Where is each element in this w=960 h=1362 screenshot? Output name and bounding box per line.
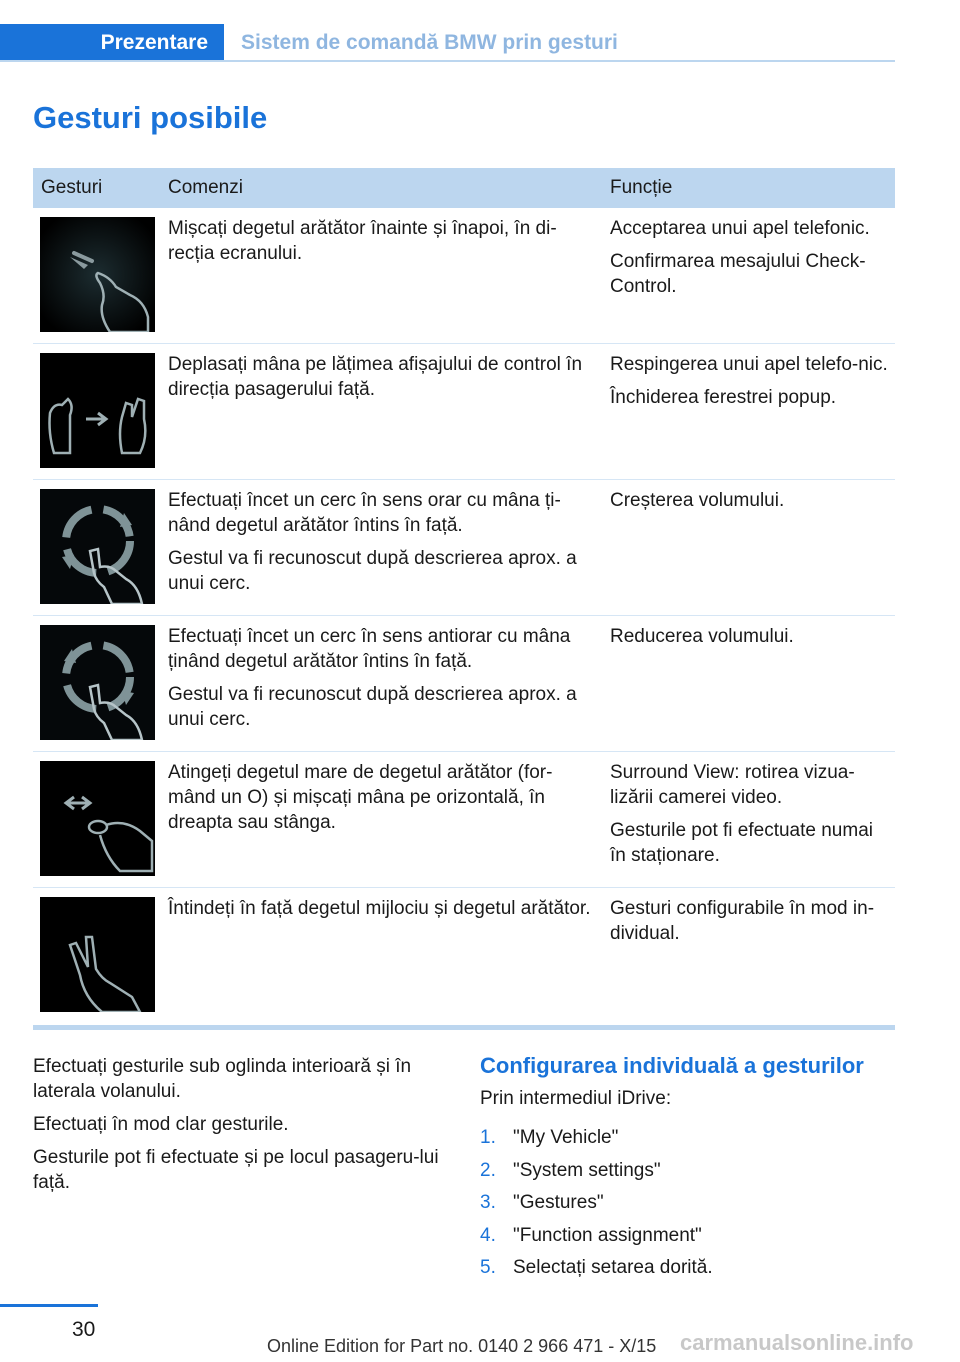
- page-title: Gesturi posibile: [33, 100, 268, 135]
- function-text: Respingerea unui apel telefo-nic.: [610, 354, 888, 375]
- command-text: Întindeți în față degetul mijlociu și degetul arătător.: [168, 898, 591, 919]
- step-number: 5.: [480, 1257, 496, 1278]
- table-row: [33, 480, 895, 616]
- step-text: "System settings": [513, 1159, 661, 1181]
- table-row: [33, 208, 895, 344]
- command-text: Gestul va fi recunoscut după descrierea aprox. a unui cerc.: [168, 684, 577, 730]
- table-row: [33, 888, 895, 1024]
- config-section: [480, 1052, 895, 1288]
- step-text: "My Vehicle": [513, 1127, 619, 1148]
- step-text: Selectați setarea dorită.: [513, 1257, 713, 1278]
- command-text: Efectuați încet un cerc în sens antiorar cu mâna ținând degetul arătător întins în față.: [168, 626, 571, 672]
- page-number: 30: [72, 1318, 96, 1341]
- tab-prezentare-label: Prezentare: [100, 31, 208, 54]
- step-number: 4.: [480, 1224, 496, 1246]
- list-item: [480, 1125, 895, 1158]
- function-text: Confirmarea mesajului Check-Control.: [610, 251, 866, 297]
- col-header-gestures: Gesturi: [41, 177, 103, 198]
- table-bottom-rule: [33, 1025, 895, 1030]
- two-fingers-gesture-icon: [40, 897, 155, 1012]
- footer-accent-bar: [0, 1304, 98, 1307]
- config-title: Configurarea individuală a gesturilor: [480, 1053, 864, 1078]
- note-text: Efectuați în mod clar gesturile.: [33, 1114, 289, 1135]
- step-number: 2.: [480, 1159, 496, 1181]
- gestures-table: [33, 168, 895, 1024]
- step-text: "Gestures": [513, 1192, 604, 1213]
- command-text: Deplasați mâna pe lățimea afișajului de control în direcția pasagerului față.: [168, 354, 583, 400]
- function-text: Surround View: rotirea vizua-lizării camerei video.: [610, 762, 855, 808]
- pinch-swipe-gesture-icon: [40, 761, 155, 876]
- step-text: "Function assignment": [513, 1224, 702, 1246]
- config-steps: [480, 1125, 895, 1288]
- table-row: [33, 752, 895, 888]
- col-header-commands: Comenzi: [168, 177, 243, 198]
- function-text: Închiderea ferestrei popup.: [610, 387, 837, 408]
- notes: [33, 1054, 443, 1203]
- rotate-clockwise-gesture-icon: [40, 489, 155, 604]
- col-header-function: Funcție: [610, 177, 673, 198]
- command-text: Mișcați degetul arătător înainte și înapoi, în di-recția ecranului.: [168, 218, 557, 264]
- hand-swipe-gesture-icon: [40, 353, 155, 468]
- rotate-counterclockwise-gesture-icon: [40, 625, 155, 740]
- function-text: Gesturi configurabile în mod in-dividual.: [610, 898, 875, 944]
- function-text: Acceptarea unui apel telefonic.: [610, 218, 870, 239]
- command-text: Atingeți degetul mare de degetul arătător (for-mând un O) și mișcați mâna pe orizontală, în dreapta sau stânga.: [168, 762, 553, 833]
- table-row: [33, 616, 895, 752]
- finger-tap-gesture-icon: [40, 217, 155, 332]
- tab-section[interactable]: [241, 24, 618, 62]
- list-item: [480, 1190, 895, 1223]
- function-text: Creșterea volumului.: [610, 490, 785, 511]
- header-divider: [0, 60, 895, 62]
- function-text: Reducerea volumului.: [610, 626, 794, 647]
- command-text: Efectuați încet un cerc în sens orar cu mâna ți-nând degetul arătător întins în față.: [168, 490, 561, 536]
- footer-edition: Online Edition for Part no. 0140 2 966 471 - X/15: [267, 1336, 657, 1356]
- note-text: Gesturile pot fi efectuate și pe locul pasageru-lui față.: [33, 1147, 439, 1193]
- note-text: Efectuați gesturile sub oglinda interioară și în laterala volanului.: [33, 1056, 412, 1102]
- command-text: Gestul va fi recunoscut după descrierea aprox. a unui cerc.: [168, 548, 577, 594]
- list-item: [480, 1255, 895, 1288]
- tab-prezentare[interactable]: [0, 24, 224, 62]
- list-item: [480, 1223, 895, 1256]
- table-header: [33, 168, 895, 208]
- table-row: [33, 344, 895, 480]
- watermark: carmanualsonline.info: [680, 1330, 914, 1355]
- function-text: Gesturile pot fi efectuate numai în staționare.: [610, 820, 873, 866]
- config-intro: Prin intermediul iDrive:: [480, 1088, 672, 1109]
- step-number: 1.: [480, 1127, 496, 1148]
- list-item: [480, 1158, 895, 1191]
- step-number: 3.: [480, 1192, 496, 1213]
- tab-section-label: Sistem de comandă BMW prin gesturi: [241, 31, 618, 54]
